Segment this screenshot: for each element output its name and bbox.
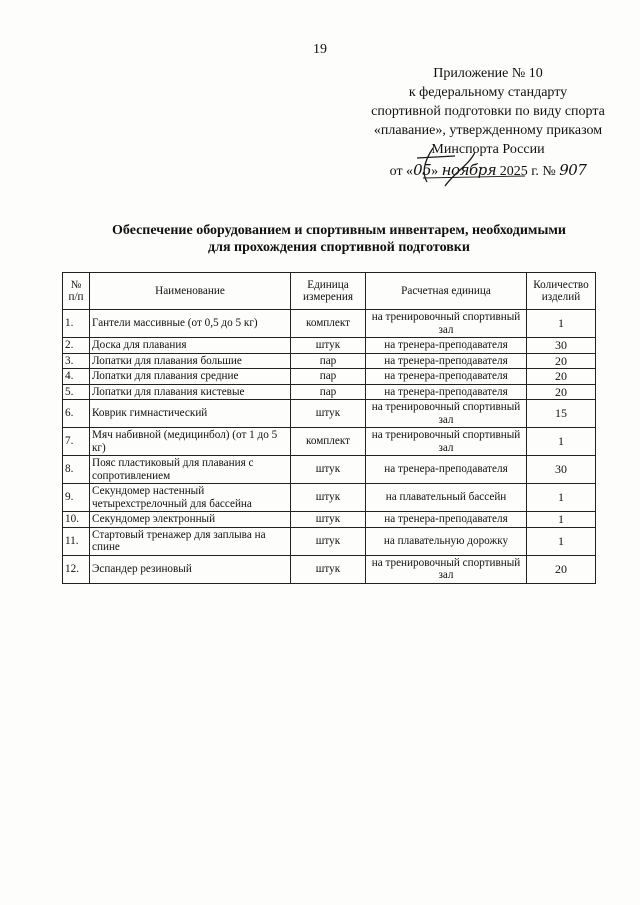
cell-unit: комплект bbox=[291, 428, 366, 456]
cell-calc: на тренера-преподавателя bbox=[366, 456, 527, 484]
table-row bbox=[63, 400, 596, 428]
cell-calc: на плавательную дорожку bbox=[366, 527, 527, 555]
cell-qty: 1 bbox=[527, 527, 596, 555]
cell-num: 8. bbox=[63, 456, 90, 484]
cell-calc: на тренера-преподавателя bbox=[366, 384, 527, 400]
order-day: 05 bbox=[413, 161, 432, 179]
cell-name: Стартовый тренажер для заплыва на спине bbox=[90, 527, 291, 555]
cell-name: Секундомер электронный bbox=[90, 512, 291, 528]
cell-qty: 1 bbox=[527, 428, 596, 456]
cell-name: Мяч набивной (медицинбол) (от 1 до 5 кг) bbox=[90, 428, 291, 456]
cell-num: 3. bbox=[63, 353, 90, 369]
cell-qty: 30 bbox=[527, 338, 596, 354]
cell-name: Лопатки для плавания большие bbox=[90, 353, 291, 369]
cell-name: Лопатки для плавания кистевые bbox=[90, 384, 291, 400]
table-row bbox=[63, 310, 596, 338]
order-number: 907 bbox=[559, 161, 587, 179]
cell-num: 2. bbox=[63, 338, 90, 354]
order-prefix: от « bbox=[389, 164, 414, 179]
table-row bbox=[63, 353, 596, 369]
header-unit: Единица измерения bbox=[291, 273, 366, 310]
cell-unit: штук bbox=[291, 527, 366, 555]
table-row bbox=[63, 527, 596, 555]
cell-calc: на тренера-преподавателя bbox=[366, 512, 527, 528]
table-row bbox=[63, 555, 596, 583]
cell-name: Лопатки для плавания средние bbox=[90, 369, 291, 385]
header-qty: Количество изделий bbox=[527, 273, 596, 310]
cell-calc: на тренировочный спортивный зал bbox=[366, 310, 527, 338]
header-name: Наименование bbox=[90, 273, 291, 310]
cell-qty: 20 bbox=[527, 555, 596, 583]
cell-unit: пар bbox=[291, 353, 366, 369]
cell-calc: на плавательный бассейн bbox=[366, 484, 527, 512]
cell-calc: на тренера-преподавателя bbox=[366, 338, 527, 354]
appendix-line-2: к федеральному стандарту bbox=[408, 85, 568, 100]
cell-qty: 1 bbox=[527, 310, 596, 338]
document-title-line-2: для прохождения спортивной подготовки bbox=[208, 240, 470, 255]
cell-unit: штук bbox=[291, 484, 366, 512]
order-mid: » bbox=[431, 164, 439, 179]
cell-unit: комплект bbox=[291, 310, 366, 338]
cell-unit: штук bbox=[291, 338, 366, 354]
cell-qty: 1 bbox=[527, 484, 596, 512]
cell-unit: штук bbox=[291, 512, 366, 528]
cell-name: Гантели массивные (от 0,5 до 5 кг) bbox=[90, 310, 291, 338]
cell-num: 1. bbox=[63, 310, 90, 338]
inventory-table bbox=[62, 272, 596, 584]
header-calc: Расчетная единица bbox=[366, 273, 527, 310]
cell-qty: 20 bbox=[527, 353, 596, 369]
table-row bbox=[63, 384, 596, 400]
order-year: 2025 г. № bbox=[499, 164, 556, 179]
table-row bbox=[63, 428, 596, 456]
cell-calc: на тренера-преподавателя bbox=[366, 353, 527, 369]
cell-qty: 30 bbox=[527, 456, 596, 484]
cell-calc: на тренировочный спортивный зал bbox=[366, 428, 527, 456]
document-title-line-1: Обеспечение оборудованием и спортивным инвентарем, необходимыми bbox=[112, 223, 566, 238]
table-row bbox=[63, 338, 596, 354]
cell-calc: на тренировочный спортивный зал bbox=[366, 555, 527, 583]
cell-num: 7. bbox=[63, 428, 90, 456]
cell-num: 4. bbox=[63, 369, 90, 385]
cell-num: 12. bbox=[63, 555, 90, 583]
table-row bbox=[63, 369, 596, 385]
table-row bbox=[63, 484, 596, 512]
cell-qty: 20 bbox=[527, 369, 596, 385]
cell-qty: 20 bbox=[527, 384, 596, 400]
appendix-line-4: «плавание», утвержденному приказом bbox=[373, 123, 603, 138]
appendix-line-3: спортивной подготовки по виду спорта bbox=[371, 104, 605, 119]
cell-name: Коврик гимнастический bbox=[90, 400, 291, 428]
table-row bbox=[63, 512, 596, 528]
cell-calc: на тренировочный спортивный зал bbox=[366, 400, 527, 428]
header-num: № п/п bbox=[63, 273, 90, 310]
appendix-line-1: Приложение № 10 bbox=[433, 66, 543, 81]
cell-qty: 1 bbox=[527, 512, 596, 528]
table-row bbox=[63, 456, 596, 484]
order-month: ноября bbox=[441, 161, 497, 179]
cell-num: 10. bbox=[63, 512, 90, 528]
cell-name: Секундомер настенный четырехстрелочный для бассейна bbox=[90, 484, 291, 512]
cell-name: Эспандер резиновый bbox=[90, 555, 291, 583]
handwritten-signature-icon bbox=[415, 142, 535, 192]
cell-unit: пар bbox=[291, 369, 366, 385]
cell-unit: штук bbox=[291, 555, 366, 583]
document-title bbox=[70, 222, 608, 256]
appendix-line-5: Минспорта России bbox=[431, 142, 545, 157]
cell-num: 9. bbox=[63, 484, 90, 512]
cell-qty: 15 bbox=[527, 400, 596, 428]
cell-unit: штук bbox=[291, 456, 366, 484]
cell-name: Пояс пластиковый для плавания с сопротивлением bbox=[90, 456, 291, 484]
cell-num: 6. bbox=[63, 400, 90, 428]
cell-calc: на тренера-преподавателя bbox=[366, 369, 527, 385]
page-number: 19 bbox=[313, 42, 327, 57]
cell-unit: штук bbox=[291, 400, 366, 428]
cell-num: 5. bbox=[63, 384, 90, 400]
cell-unit: пар bbox=[291, 384, 366, 400]
cell-num: 11. bbox=[63, 527, 90, 555]
table-header-row bbox=[63, 273, 596, 310]
cell-name: Доска для плавания bbox=[90, 338, 291, 354]
